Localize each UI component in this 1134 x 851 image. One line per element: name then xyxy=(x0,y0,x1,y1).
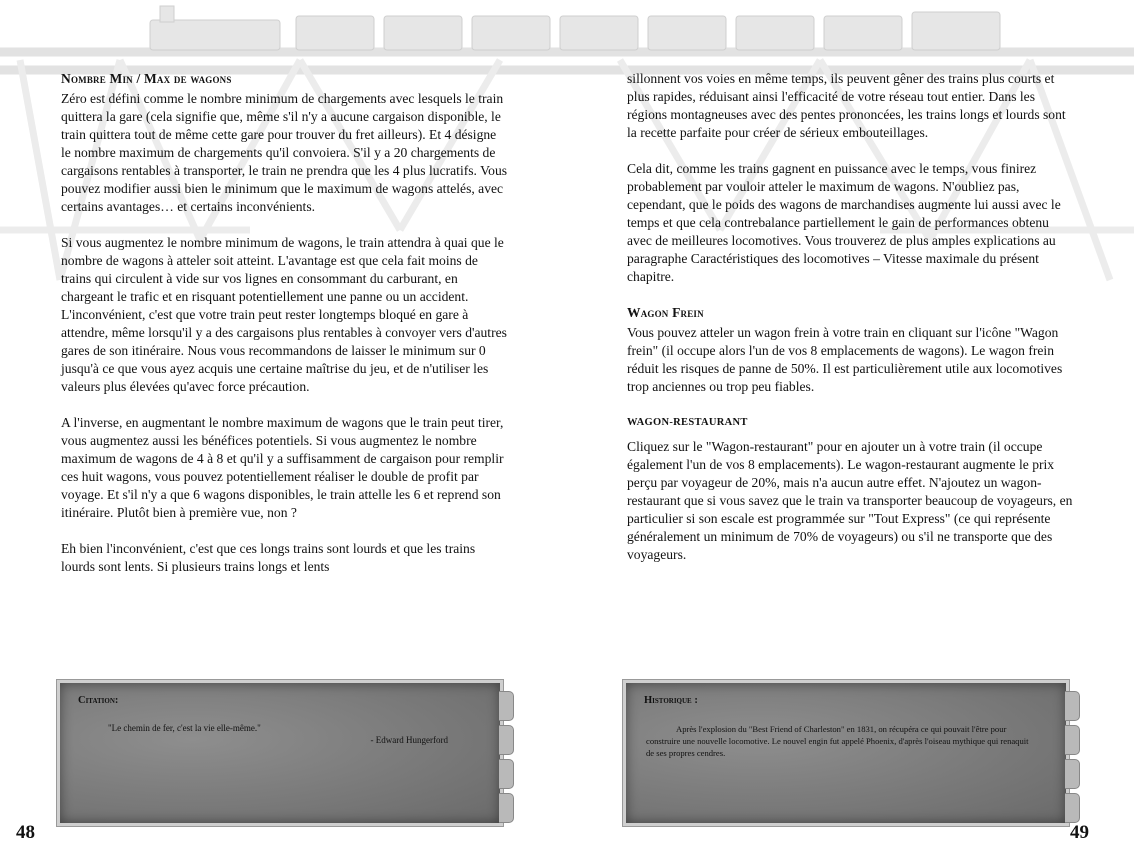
paragraph: Zéro est défini comme le nombre minimum de chargements avec lesquels le train quittera la gare (cela signifie que, même s'il n'y a aucune cargaison disponible, le train quittera tout de même cette gare pour trouver du fret ailleurs). Et 4 désigne le nombre maximum de chargements qu'il convoiera. S'il y a 20 chargements de cargaisons rentables à transporter, le train ne prendra que les 4 plus lucratifs. Vous pouvez modifier aussi bien le minimum que le maximum de wagons attelés, avec certains avantages… et certains inconvénients. xyxy=(61,91,508,214)
paragraph: Cliquez sur le "Wagon-restaurant" pour en ajouter un à votre train (il occupe également l'un de vos 8 emplacements). Le wagon-restaurant augmente le prix perçu par voyageur de 20%, mais n'a aucun autre effet. N'ajoutez un wagon-restaurant que si vous savez que le train va transporter beaucoup de voyageurs, en particulier si son escale est programmée sur "Tout Express" (ce qui représente généralement un minimum de 70% de voyageurs) ou s'il ne transporte que des voyageurs. xyxy=(627,439,1073,562)
box-tab xyxy=(1065,725,1080,755)
box-tab xyxy=(499,759,514,789)
page-number-left: 48 xyxy=(16,822,35,843)
historique-box xyxy=(623,680,1069,826)
paragraph: Si vous augmentez le nombre minimum de wagons, le train attendra à quai que le nombre de wagons à atteler soit atteint. L'avantage est que cela fait moins de trains qui circulent à vide sur vos lignes en consommant du carburant, en chargeant le trafic et en risquant potentiellement une panne ou un accident. L'inconvénient, c'est que votre train peut rester longtemps bloqué en gare à attendre, même lorsqu'il y a des cargaisons plus rentables à convoyer vers d'autres gares de son itinéraire. Nous vous recommandons de laisser le minimum sur 0 jusqu'à ce que vous ayez acquis une certaine maîtrise du jeu, et de n'utiliser les valeurs plus élevées qu'avec force précaution. xyxy=(61,235,507,394)
paragraph: Eh bien l'inconvénient, c'est que ces longs trains sont lourds et que les trains lourds sont lents. Si plusieurs trains longs et lents xyxy=(61,541,476,574)
section-heading-wagon-restaurant: WAGON-RESTAURANT xyxy=(627,417,748,428)
paragraph: Cela dit, comme les trains gagnent en puissance avec le temps, vous finirez probablement par vouloir atteler le maximum de wagons. N'oubliez pas, cependant, que le poids des wagons de marchandises augmente lui aussi avec le temps et que cela contrebalance partiellement le gain de performances obtenu avec de meilleures locomotives. Vous trouverez de plus amples explications au paragraphe Caractéristiques des locomotives – Vitesse maximale du présent chapitre. xyxy=(627,161,1061,284)
box-tab xyxy=(499,725,514,755)
citation-author: - Edward Hungerford xyxy=(370,735,448,745)
paragraph: sillonnent vos voies en même temps, ils peuvent gêner des trains plus courts et plus rapides, réduisant ainsi l'efficacité de votre réseau tout entier. Dans les régions montagneuses avec des pentes prononcées, les trains longs et lourds sont la recette parfaite pour créer de sérieux embouteillages. xyxy=(627,71,1066,140)
paragraph: Vous pouvez atteler un wagon frein à votre train en cliquant sur l'icône "Wagon frein" (il occupe alors l'un de vos 8 emplacements de wagons). Le wagon frein réduit les risques de panne de 50%. Il est particulièrement utile aux locomotives trop anciennes ou trop peu fiables. xyxy=(627,325,1063,394)
box-tabs xyxy=(1065,691,1080,823)
box-tab xyxy=(499,793,514,823)
box-tab xyxy=(1065,793,1080,823)
historique-title: Historique : xyxy=(644,695,698,706)
citation-box xyxy=(57,680,503,826)
box-tab xyxy=(1065,759,1080,789)
right-page-column xyxy=(627,70,1075,582)
section-heading-min-max-wagons: Nombre Min / Max de wagons xyxy=(61,71,232,86)
paragraph: A l'inverse, en augmentant le nombre maximum de wagons que le train peut tirer, vous augmentez aussi les bénéfices potentiels. Si vous augmentez le nombre maximum de wagons de 4 à 8 et qu'il y a suffisamment de cargaison pour remplir ces huit wagons, vous pouvez potentiellement réaliser le double de profit par voyage. Et s'il n'y a que 6 wagons disponibles, le train attelle les 6 et reprend son itinéraire. Plutôt bien à première vue, non ? xyxy=(61,415,504,520)
citation-quote: "Le chemin de fer, c'est la vie elle-même." xyxy=(108,723,261,733)
page-number-right: 49 xyxy=(1070,822,1089,843)
historique-text: Après l'explosion du "Best Friend of Charleston" en 1831, on récupéra ce qui pouvait l'être pour construire une nouvelle locomotive. Le nouvel engin fut appelé Phoenix, d'après l'oiseau mythique qui renaquit de ses propres cendres. xyxy=(646,724,1029,758)
box-tab xyxy=(499,691,514,721)
box-tab xyxy=(1065,691,1080,721)
left-page-column xyxy=(61,70,509,594)
section-heading-wagon-frein: Wagon Frein xyxy=(627,305,704,320)
citation-title: Citation: xyxy=(78,695,119,706)
box-tabs xyxy=(499,691,514,823)
